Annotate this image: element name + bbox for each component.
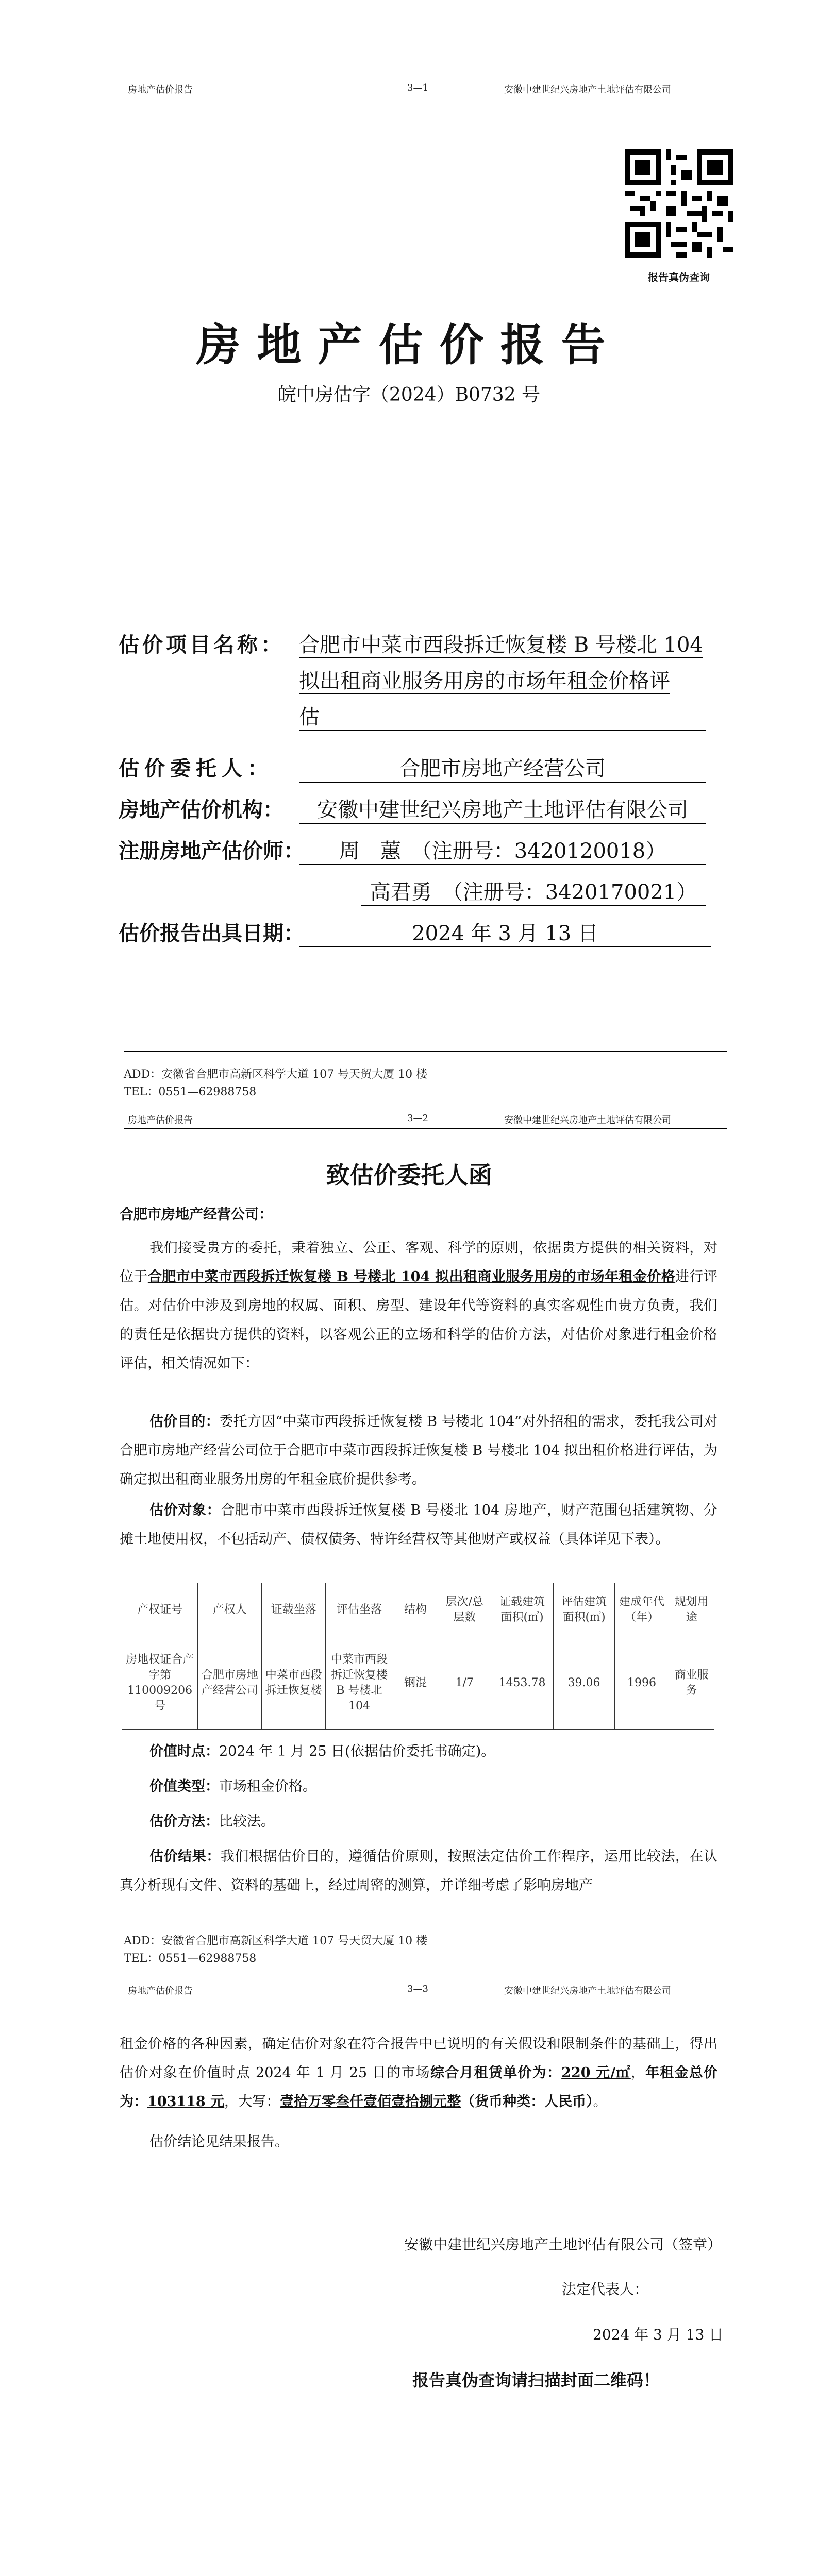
th-cert-no: 产权证号 — [122, 1583, 198, 1637]
td-cert-location: 中菜市西段拆迁恢复楼 — [262, 1637, 326, 1730]
th-owner: 产权人 — [198, 1583, 262, 1637]
td-structure: 钢混 — [393, 1637, 438, 1730]
monthly-value: 220 元/㎡ — [561, 2065, 631, 2081]
letter-addressee: 合肥市房地产经营公司： — [120, 1207, 273, 1223]
header-left: 房地产估价报告 — [128, 84, 193, 95]
client-label: 估价委托人： — [119, 756, 273, 781]
method-text: 比较法。 — [219, 1814, 275, 1829]
annual-label: 年租金总价为： — [120, 2065, 718, 2110]
td-build-year: 1996 — [614, 1637, 669, 1730]
project-line2: 拟出租商业服务用房的市场年租金价格评 — [299, 669, 670, 693]
object-paragraph — [120, 1496, 717, 1554]
property-table — [122, 1583, 714, 1730]
footer-tel: TEL：0551—62988758 — [124, 1086, 257, 1098]
object-text: 合肥市中菜市西段拆迁恢复楼 B 号楼北 104 房地产，财产范围包括建筑物、分摊土地使用权，不包括动产、债权债务、特许经营权等其他财产或权益（具体详见下表）。 — [120, 1502, 717, 1547]
header-right: 安徽中建世纪兴房地产土地评估有限公司 — [504, 1986, 671, 1996]
letter-paragraph-1 — [120, 1234, 717, 1378]
header-page-number: 3—1 — [407, 82, 428, 93]
value-time-label: 价值时点： — [149, 1743, 219, 1759]
header-right: 安徽中建世纪兴房地产土地评估有限公司 — [504, 1115, 671, 1126]
value-type-label: 价值类型： — [149, 1778, 219, 1794]
th-eval-location: 评估坐落 — [326, 1583, 393, 1637]
purpose-text: 委托方因“中菜市西段拆迁恢复楼 B 号楼北 104”对外招租的需求，委托我公司对合肥市房地产经营公司位于合肥市中菜市西段拆迁恢复楼 B 号楼北 104 拟出租价格进行评估，为确定拟出租商业服务用房的年租金底价提供参考。 — [120, 1414, 718, 1487]
value-time-paragraph — [120, 1737, 717, 1766]
td-owner: 合肥市房地产经营公司 — [198, 1637, 262, 1730]
td-floor: 1/7 — [438, 1637, 491, 1730]
value-type-paragraph — [120, 1772, 717, 1801]
conclusion: 估价结论见结果报告。 — [149, 2134, 289, 2150]
result-text-part2: 租金价格的各种因素，确定估价对象在符合报告中已说明的有关假设和限制条件的基础上，得出估价对象在价值时点 2024 年 1 月 25 日的市场 — [120, 2036, 717, 2081]
result-label: 估价结果： — [149, 1849, 221, 1865]
td-usage: 商业服务 — [669, 1637, 714, 1730]
date-value: 2024 年 3 月 13 日 — [299, 917, 711, 947]
p1-rest: 进行评估。对估价中涉及到房地的权属、面积、房型、建设年代等资料的真实客观性由贵方负责，我们的责任是依据贵方提供的资料，以客观公正的立场和科学的估价方法，对估价对象进行租金价格评估，相关情况如下： — [120, 1269, 718, 1371]
currency: （货币种类：人民币） — [461, 2094, 593, 2110]
result-paragraph-part2: 租金价格的各种因素，确定估价对象在符合报告中已说明的有关假设和限制条件的基础上，得出估价对象在价值时点 2024 年 1 月 25 日的市场综合月租赁单价为：220 元/㎡，年租金总价为：103118 元，大写：壹拾万零叁仟壹佰壹拾捌元整（货币种类：人民币）。 — [120, 2036, 718, 2110]
th-floor: 层次/总层数 — [438, 1583, 491, 1637]
method-label: 估价方法： — [149, 1814, 219, 1829]
date-label: 估价报告出具日期： — [119, 921, 304, 945]
purpose-paragraph — [120, 1408, 717, 1494]
upper-value: 壹拾万零叁仟壹佰壹拾捌元整 — [280, 2094, 461, 2110]
th-eval-area: 评估建筑面积(㎡) — [554, 1583, 615, 1637]
appraiser-label: 注册房地产估价师： — [119, 839, 304, 863]
table-row — [122, 1637, 714, 1730]
project-value-line3: 估 — [299, 701, 706, 731]
th-cert-location: 证载坐落 — [262, 1583, 326, 1637]
footer-rule — [124, 1051, 727, 1052]
value-type-text: 市场租金价格。 — [219, 1778, 316, 1794]
project-line1: 合肥市中菜市西段拆迁恢复楼 B 号楼北 104 — [299, 633, 703, 657]
verify-notice: 报告真伪查询请扫描封面二维码！ — [412, 2370, 660, 2390]
project-value-line2 — [299, 665, 711, 694]
result-paragraph-part1 — [120, 1842, 717, 1900]
annual-value: 103118 元 — [147, 2094, 225, 2110]
header-right: 安徽中建世纪兴房地产土地评估有限公司 — [504, 84, 671, 95]
footer-tel: TEL：0551—62988758 — [124, 1952, 257, 1965]
td-eval-area: 39.06 — [554, 1637, 615, 1730]
table-header-row — [122, 1583, 714, 1637]
sign-date: 2024 年 3 月 13 日 — [593, 2326, 724, 2343]
header-page-number: 3—3 — [407, 1984, 428, 1994]
agency-label: 房地产估价机构： — [119, 798, 283, 822]
header-page-number: 3—2 — [407, 1113, 428, 1124]
letter-title: 致估价委托人函 — [326, 1161, 492, 1189]
agency-value: 安徽中建世纪兴房地产土地评估有限公司 — [299, 793, 706, 824]
header-rule — [124, 1128, 727, 1129]
monthly-label: 综合月租赁单价为： — [430, 2065, 562, 2081]
th-structure: 结构 — [393, 1583, 438, 1637]
qr-code-icon — [625, 149, 733, 258]
purpose-label: 估价目的： — [149, 1414, 220, 1430]
report-title: 房地产估价报告 — [196, 319, 622, 371]
td-eval-location: 中菜市西段拆迁恢复楼 B 号楼北 104 — [326, 1637, 393, 1730]
project-label: 估价项目名称： — [119, 633, 285, 657]
footer-address: ADD：安徽省合肥市高新区科学大道 107 号天贸大厦 10 楼 — [124, 1068, 428, 1081]
header-left: 房地产估价报告 — [128, 1986, 193, 1996]
footer-address: ADD：安徽省合肥市高新区科学大道 107 号天贸大厦 10 楼 — [124, 1935, 428, 1947]
project-value-line1 — [299, 629, 711, 658]
qr-caption: 报告真伪查询 — [648, 271, 710, 283]
upper-label: 大写： — [238, 2094, 280, 2110]
result-text-part1: 我们根据估价目的，遵循估价原则，按照法定估价工作程序，运用比较法，在认真分析现有文件、资料的基础上，经过周密的测算，并详细考虑了影响房地产 — [120, 1849, 718, 1893]
client-value: 合肥市房地产经营公司 — [299, 752, 706, 783]
td-cert-area: 1453.78 — [491, 1637, 553, 1730]
sign-representative: 法定代表人： — [562, 2281, 649, 2298]
report-number: 皖中房估字（2024）B0732 号 — [277, 384, 541, 405]
header-left: 房地产估价报告 — [128, 1115, 193, 1126]
p1-subject: 合肥市中菜市西段拆迁恢复楼 B 号楼北 104 拟出租商业服务用房的市场年租金价格 — [147, 1269, 676, 1285]
sign-company: 安徽中建世纪兴房地产土地评估有限公司（签章） — [404, 2236, 722, 2253]
value-time-text: 2024 年 1 月 25 日(依据估价委托书确定)。 — [219, 1743, 495, 1759]
th-usage: 规划用途 — [669, 1583, 714, 1637]
method-paragraph — [120, 1807, 717, 1836]
object-label: 估价对象： — [149, 1502, 221, 1518]
p1-intro: 我们接受贵方的委托，秉着独立、公正、客观、科学的原则，依据贵方提供的相关资料，对位于 — [120, 1240, 717, 1285]
appraiser-2: 高君勇 （注册号：3420170021） — [361, 876, 706, 906]
th-cert-area: 证载建筑面积(㎡) — [491, 1583, 553, 1637]
appraiser-1: 周 蕙 （注册号：3420120018） — [299, 835, 706, 865]
td-cert-no: 房地权证合产字第 110009206 号 — [122, 1637, 198, 1730]
th-build-year: 建成年代（年） — [614, 1583, 669, 1637]
